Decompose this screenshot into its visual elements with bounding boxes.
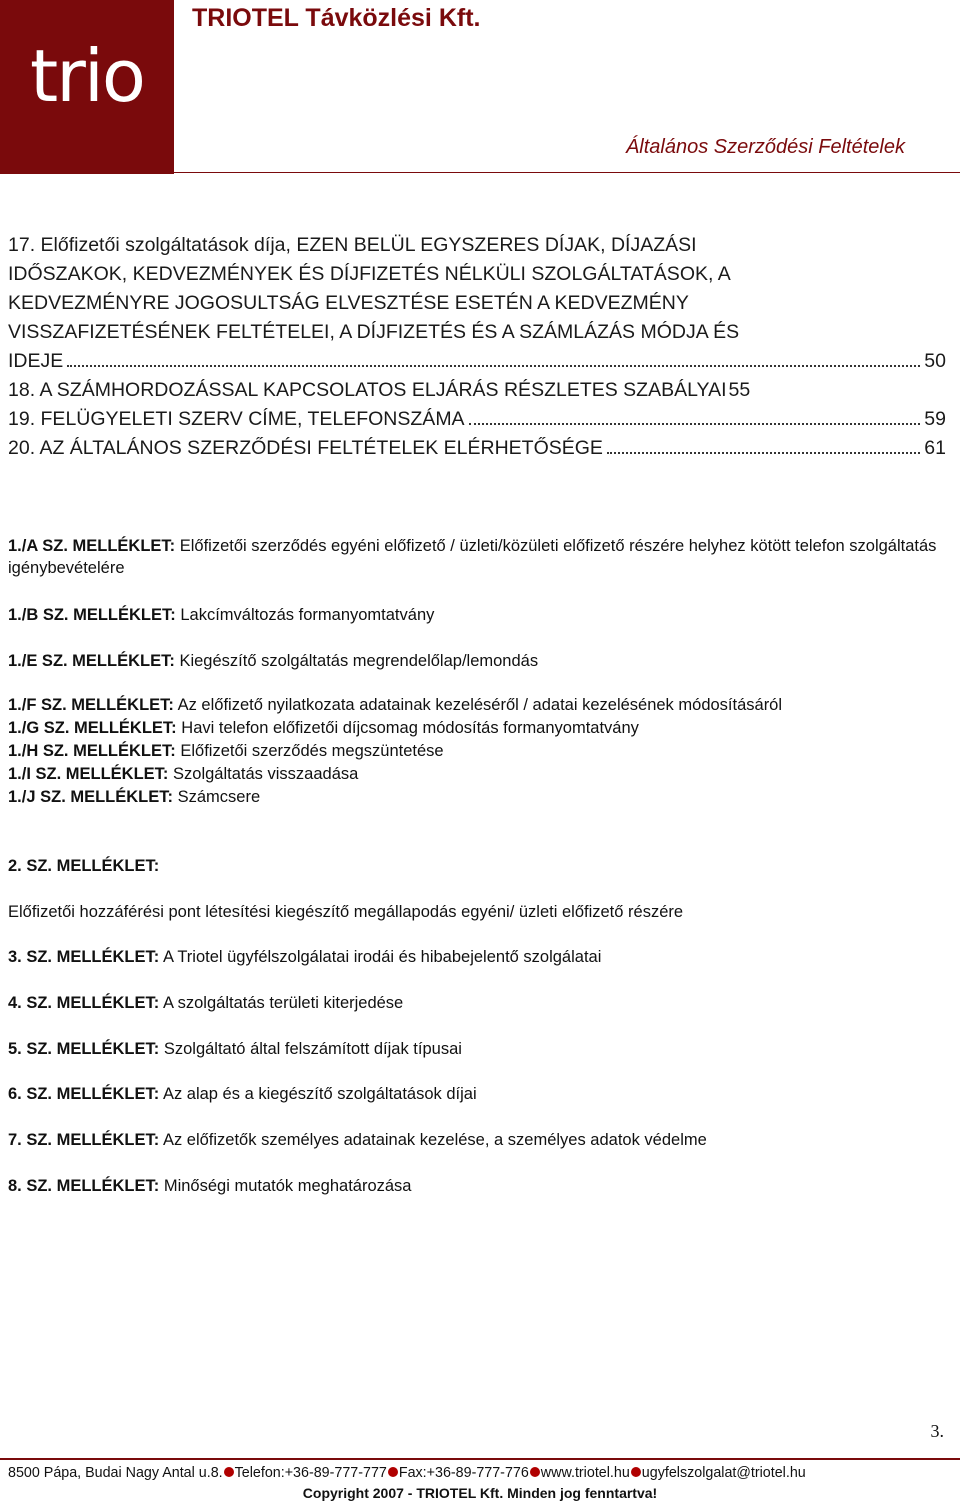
annex-text: Az alap és a kiegészítő szolgáltatások díjai xyxy=(159,1085,477,1103)
annex-label: 1./I SZ. MELLÉKLET: xyxy=(8,765,169,783)
annex-text: Minőségi mutatók meghatározása xyxy=(159,1177,412,1195)
bullet-icon xyxy=(530,1467,540,1477)
toc-entry-20[interactable] xyxy=(8,434,946,463)
annex-5 xyxy=(8,1038,948,1060)
logo-text: trio xyxy=(30,34,144,118)
annex-label: 1./E SZ. MELLÉKLET: xyxy=(8,652,175,670)
header-divider xyxy=(174,172,960,173)
footer-website-link[interactable]: www.triotel.hu xyxy=(540,1465,630,1481)
footer-copyright: Copyright 2007 - TRIOTEL Kft. Minden jog fenntartva! xyxy=(302,1485,658,1501)
toc-page-number: 50 xyxy=(924,350,946,372)
annex-1h xyxy=(8,740,948,762)
annex-text: A szolgáltatás területi kiterjedése xyxy=(159,994,404,1012)
annex-4 xyxy=(8,992,948,1014)
footer-address: 8500 Pápa, Budai Nagy Antal u.8. xyxy=(8,1465,223,1481)
annex-text: Számcsere xyxy=(173,788,261,806)
toc-line: KEDVEZMÉNYRE JOGOSULTSÁG ELVESZTÉSE ESETÉN A KEDVEZMÉNY xyxy=(8,292,689,314)
toc-leader xyxy=(469,423,921,425)
table-of-contents xyxy=(8,231,946,463)
annex-text: Előfizetői hozzáférési pont létesítési kiegészítő megállapodás egyéni/ üzleti előfizető részére xyxy=(8,903,684,921)
annex-1j xyxy=(8,786,948,808)
toc-leader xyxy=(607,452,920,454)
toc-page-number: 61 xyxy=(924,437,946,459)
annex-label: 5. SZ. MELLÉKLET: xyxy=(8,1040,160,1058)
trio-logo xyxy=(0,0,174,174)
footer-contact xyxy=(8,1465,958,1481)
annex-label: 1./A SZ. MELLÉKLET: xyxy=(8,537,176,555)
footer-divider xyxy=(0,1458,960,1460)
toc-entry-18[interactable] xyxy=(8,376,946,405)
annex-2-description xyxy=(8,901,948,923)
annex-label: 8. SZ. MELLÉKLET: xyxy=(8,1177,160,1195)
toc-line: VISSZAFIZETÉSÉNEK FELTÉTELEI, A DÍJFIZETÉS ÉS A SZÁMLÁZÁS MÓDJA ÉS xyxy=(8,321,740,343)
toc-line: 17. Előfizetői szolgáltatások díja, EZEN BELÜL EGYSZERES DÍJAK, DÍJAZÁSI xyxy=(8,234,697,256)
annex-8 xyxy=(8,1175,948,1197)
toc-entry-title: 20. AZ ÁLTALÁNOS SZERZŐDÉSI FELTÉTELEK ELÉRHETŐSÉGE xyxy=(8,437,603,459)
annex-1f xyxy=(8,694,948,716)
document-title: Általános Szerződési Feltételek xyxy=(625,136,905,158)
page-number: 3. xyxy=(930,1421,944,1441)
toc-line: IDŐSZAKOK, KEDVEZMÉNYEK ÉS DÍJFIZETÉS NÉLKÜLI SZOLGÁLTATÁSOK, A xyxy=(8,263,731,285)
annex-1i xyxy=(8,763,948,785)
annex-1a xyxy=(8,535,948,579)
annex-text: Szolgáltatás visszaadása xyxy=(168,765,359,783)
annex-1g xyxy=(8,717,948,739)
annex-1e xyxy=(8,650,948,672)
annex-text: Előfizetői szerződés megszüntetése xyxy=(175,742,444,760)
annex-label: 1./B SZ. MELLÉKLET: xyxy=(8,606,176,624)
bullet-icon xyxy=(631,1467,641,1477)
toc-entry-title: 19. FELÜGYELETI SZERV CÍME, TELEFONSZÁMA xyxy=(8,408,465,430)
company-name: TRIOTEL Távközlési Kft. xyxy=(192,4,481,32)
footer-email-link[interactable]: ugyfelszolgalat@triotel.hu xyxy=(641,1465,806,1481)
annex-label: 1./F SZ. MELLÉKLET: xyxy=(8,696,174,714)
annex-1b xyxy=(8,604,948,626)
toc-leader xyxy=(67,365,920,367)
annex-3 xyxy=(8,946,948,968)
toc-entry-17[interactable] xyxy=(8,231,946,376)
annex-7 xyxy=(8,1129,948,1151)
bullet-icon xyxy=(224,1467,234,1477)
toc-line: IDEJE xyxy=(8,350,64,372)
annex-text: Az előfizető nyilatkozata adatainak kezeléséről / adatai kezelésének módosításáról xyxy=(173,696,783,714)
bullet-icon xyxy=(388,1467,398,1477)
footer-phone: Telefon:+36-89-777-777 xyxy=(234,1465,387,1481)
annex-text: Szolgáltató által felszámított díjak típusai xyxy=(159,1040,462,1058)
annex-text: Havi telefon előfizetői díjcsomag módosítás formanyomtatvány xyxy=(176,719,639,737)
annex-text: A Triotel ügyfélszolgálatai irodái és hibabejelentő szolgálatai xyxy=(159,948,602,966)
annex-2 xyxy=(8,855,948,877)
footer-fax: Fax:+36-89-777-776 xyxy=(398,1465,529,1481)
toc-page-number: 59 xyxy=(924,408,946,430)
annex-label: 7. SZ. MELLÉKLET: xyxy=(8,1131,160,1149)
annex-label: 2. SZ. MELLÉKLET: xyxy=(8,857,160,875)
annex-text: Az előfizetők személyes adatainak kezelése, a személyes adatok védelme xyxy=(159,1131,707,1149)
annex-text: Előfizetői szerződés egyéni előfizető / üzleti/közületi előfizető részére helyhez kötött telefon szolgáltatás igénybevételére xyxy=(8,537,937,577)
annex-text: Lakcímváltozás formanyomtatvány xyxy=(175,606,435,624)
annex-6 xyxy=(8,1083,948,1105)
annex-label: 6. SZ. MELLÉKLET: xyxy=(8,1085,160,1103)
toc-page-number: 55 xyxy=(728,379,751,401)
annex-label: 1./G SZ. MELLÉKLET: xyxy=(8,719,177,737)
annex-label: 4. SZ. MELLÉKLET: xyxy=(8,994,160,1012)
annex-text: Kiegészítő szolgáltatás megrendelőlap/lemondás xyxy=(174,652,539,670)
toc-entry-title: 18. A SZÁMHORDOZÁSSAL KAPCSOLATOS ELJÁRÁS RÉSZLETES SZABÁLYAI xyxy=(8,379,727,401)
toc-entry-19[interactable] xyxy=(8,405,946,434)
annex-label: 3. SZ. MELLÉKLET: xyxy=(8,948,160,966)
annex-label: 1./J SZ. MELLÉKLET: xyxy=(8,788,174,806)
annex-label: 1./H SZ. MELLÉKLET: xyxy=(8,742,176,760)
